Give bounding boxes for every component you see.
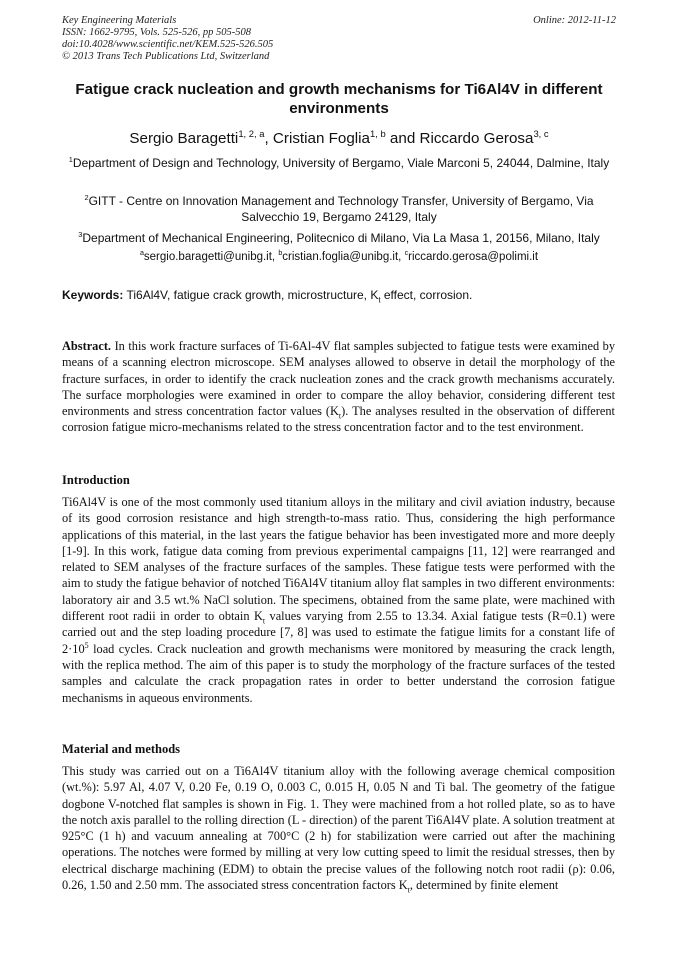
affiliation-number: 1: [68, 155, 73, 164]
introduction-text: Ti6Al4V is one of the most commonly used titanium alloys in the military and civil aviation industry, because of its good corrosion resistance and high strength-to-mass ratio. Thus, considering the high performance applications of this material, in the last years the fatigue behavior has been investigated more and more deeply [1-9]. In this work, fatigue data coming from previous experimental campaigns [11, 12] were rearranged and related to SEM analyses of the fracture surfaces of the samples. These fatigue tests were performed with the aim to study the fatigue behavior of notched Ti6Al4V titanium alloy flat samples in two different environments: laboratory air and 3.5 wt.% NaCl solution. The specimens, obtained from the same plate, were machined with different root radii in order to obtain K: [62, 495, 615, 624]
keywords-text: Ti6Al4V, fatigue crack growth, microstructure, K: [123, 288, 379, 302]
author-name: Sergio Baragetti: [129, 130, 239, 147]
affiliation-2: [62, 193, 616, 225]
doi-line: doi:10.4028/www.scientific.net/KEM.525-526.505: [62, 39, 274, 50]
keywords-label: Keywords:: [62, 288, 124, 302]
affiliation-number: 3: [78, 230, 83, 239]
author-affil-marker: 3, c: [533, 127, 549, 139]
methods-text: This study was carried out on a Ti6Al4V titanium alloy with the following average chemical composition (wt.%): 5.97 Al, 4.07 V, 0.20 Fe, 0.19 O, 0.003 C, 0.015 H, 0.05 N and Ti bal. The geometry of the fatigue dogbone V-notched flat samples is shown in Fig. 1. They were machined from a hot rolled plate, so as to have the notch axis parallel to the rolling direction (L - direction) of the parent Ti6Al4V plate. A solution treatment at 925°C (1 h) and vacuum annealing at 700°C (2 h) for stabilization were carried out after the machining operations. The notches were formed by milling at very low cutting speed to limit the residual stresses, then by electrical discharge machining (EDM) to obtain the precise values of the following notch root radii (ρ): 0.06, 0.26, 1.50 and 2.50 mm. The associated stress concentration factors K: [62, 764, 615, 893]
journal-name: Key Engineering Materials: [62, 15, 177, 26]
author-emails: [62, 250, 616, 265]
affiliation-text: Department of Design and Technology, University of Bergamo, Viale Marconi 5, 24044, Dalmine, Italy: [72, 156, 610, 170]
issn-line: ISSN: 1662-9795, Vols. 525-526, pp 505-508: [62, 27, 251, 38]
methods-subscript: t: [407, 885, 410, 895]
abstract-text: ). The analyses resulted in the observation of different corrosion fatigue micro-mechanisms related to the stress concentration factor and to the test environment.: [62, 404, 615, 435]
affiliation-text: GITT - Centre on Innovation Management and Technology Transfer, University of Bergamo, Via Salvecchio 19, Bergamo 24129, Italy: [88, 194, 594, 224]
introduction-subscript: t: [262, 616, 266, 626]
introduction-superscript: 5: [84, 640, 89, 650]
abstract-subscript: t: [338, 411, 342, 421]
affiliation-text: Department of Mechanical Engineering, Politecnico di Milano, Via La Masa 1, 20156, Milano, Italy: [82, 231, 600, 245]
affiliation-1: [62, 155, 616, 171]
email-marker: a: [139, 249, 144, 258]
email-link[interactable]: sergio.baragetti@unibg.it,: [143, 251, 279, 263]
email-link[interactable]: riccardo.gerosa@polimi.it: [408, 251, 539, 263]
methods-text: , determined by finite element: [409, 878, 559, 893]
author-separator: ,: [264, 130, 273, 147]
author-name: Cristian Foglia: [272, 130, 370, 147]
keywords-subscript: t: [378, 295, 381, 305]
section-heading-introduction: Introduction: [62, 473, 130, 487]
introduction-text: values varying from 2.55 to 13.34. Axial fatigue tests (R=0.1) were carried out and the step loading procedure [7, 8] was used to estimate the fatigue limits for a constant life of 2·10: [62, 609, 615, 656]
online-date: Online: 2012-11-12: [533, 15, 616, 26]
abstract: [62, 338, 615, 436]
author-name: Riccardo Gerosa: [419, 130, 534, 147]
affiliation-3: [62, 230, 616, 246]
introduction-text: load cycles. Crack nucleation and growth mechanisms were monitored by measuring the crack length, with the replica method. The aim of this paper is to study the morphology of the fracture surfaces of the tested samples and calculate the crack propagation rates in order to better understand the corrosion fatigue mechanisms in aqueous environments.: [62, 641, 615, 705]
section-heading-methods: Material and methods: [62, 742, 181, 756]
email-link[interactable]: cristian.foglia@unibg.it,: [282, 251, 405, 263]
author-affil-marker: 1, b: [370, 127, 386, 139]
keywords: [62, 287, 616, 308]
author-separator: and: [385, 130, 420, 147]
email-marker: b: [278, 249, 283, 258]
keywords-text: effect, corrosion.: [380, 288, 473, 302]
journal-header: [62, 15, 616, 63]
introduction-paragraph: [62, 494, 615, 706]
paper-title: Fatigue crack nucleation and growth mechanisms for Ti6Al4V in different environments: [75, 81, 603, 117]
abstract-text: In this work fracture surfaces of Ti-6Al-4V flat samples subjected to fatigue tests were examined by means of a scanning electron microscope. SEM analyses allowed to observe in detail the morphology of the fracture surfaces, in order to identify the crack nucleation zones and the crack growth mechanisms accurately. The surface morphologies were examined in order to compare the alloy behavior, considering different test environments and stress concentration factor values (K: [62, 339, 615, 419]
author-list: [62, 129, 616, 149]
copyright-line: © 2013 Trans Tech Publications Ltd, Switzerland: [62, 51, 270, 62]
author-affil-marker: 1, 2, a: [238, 127, 265, 139]
abstract-label: Abstract.: [62, 339, 112, 353]
methods-paragraph: [62, 763, 615, 893]
affiliation-number: 2: [84, 193, 89, 202]
email-marker: c: [404, 249, 409, 258]
